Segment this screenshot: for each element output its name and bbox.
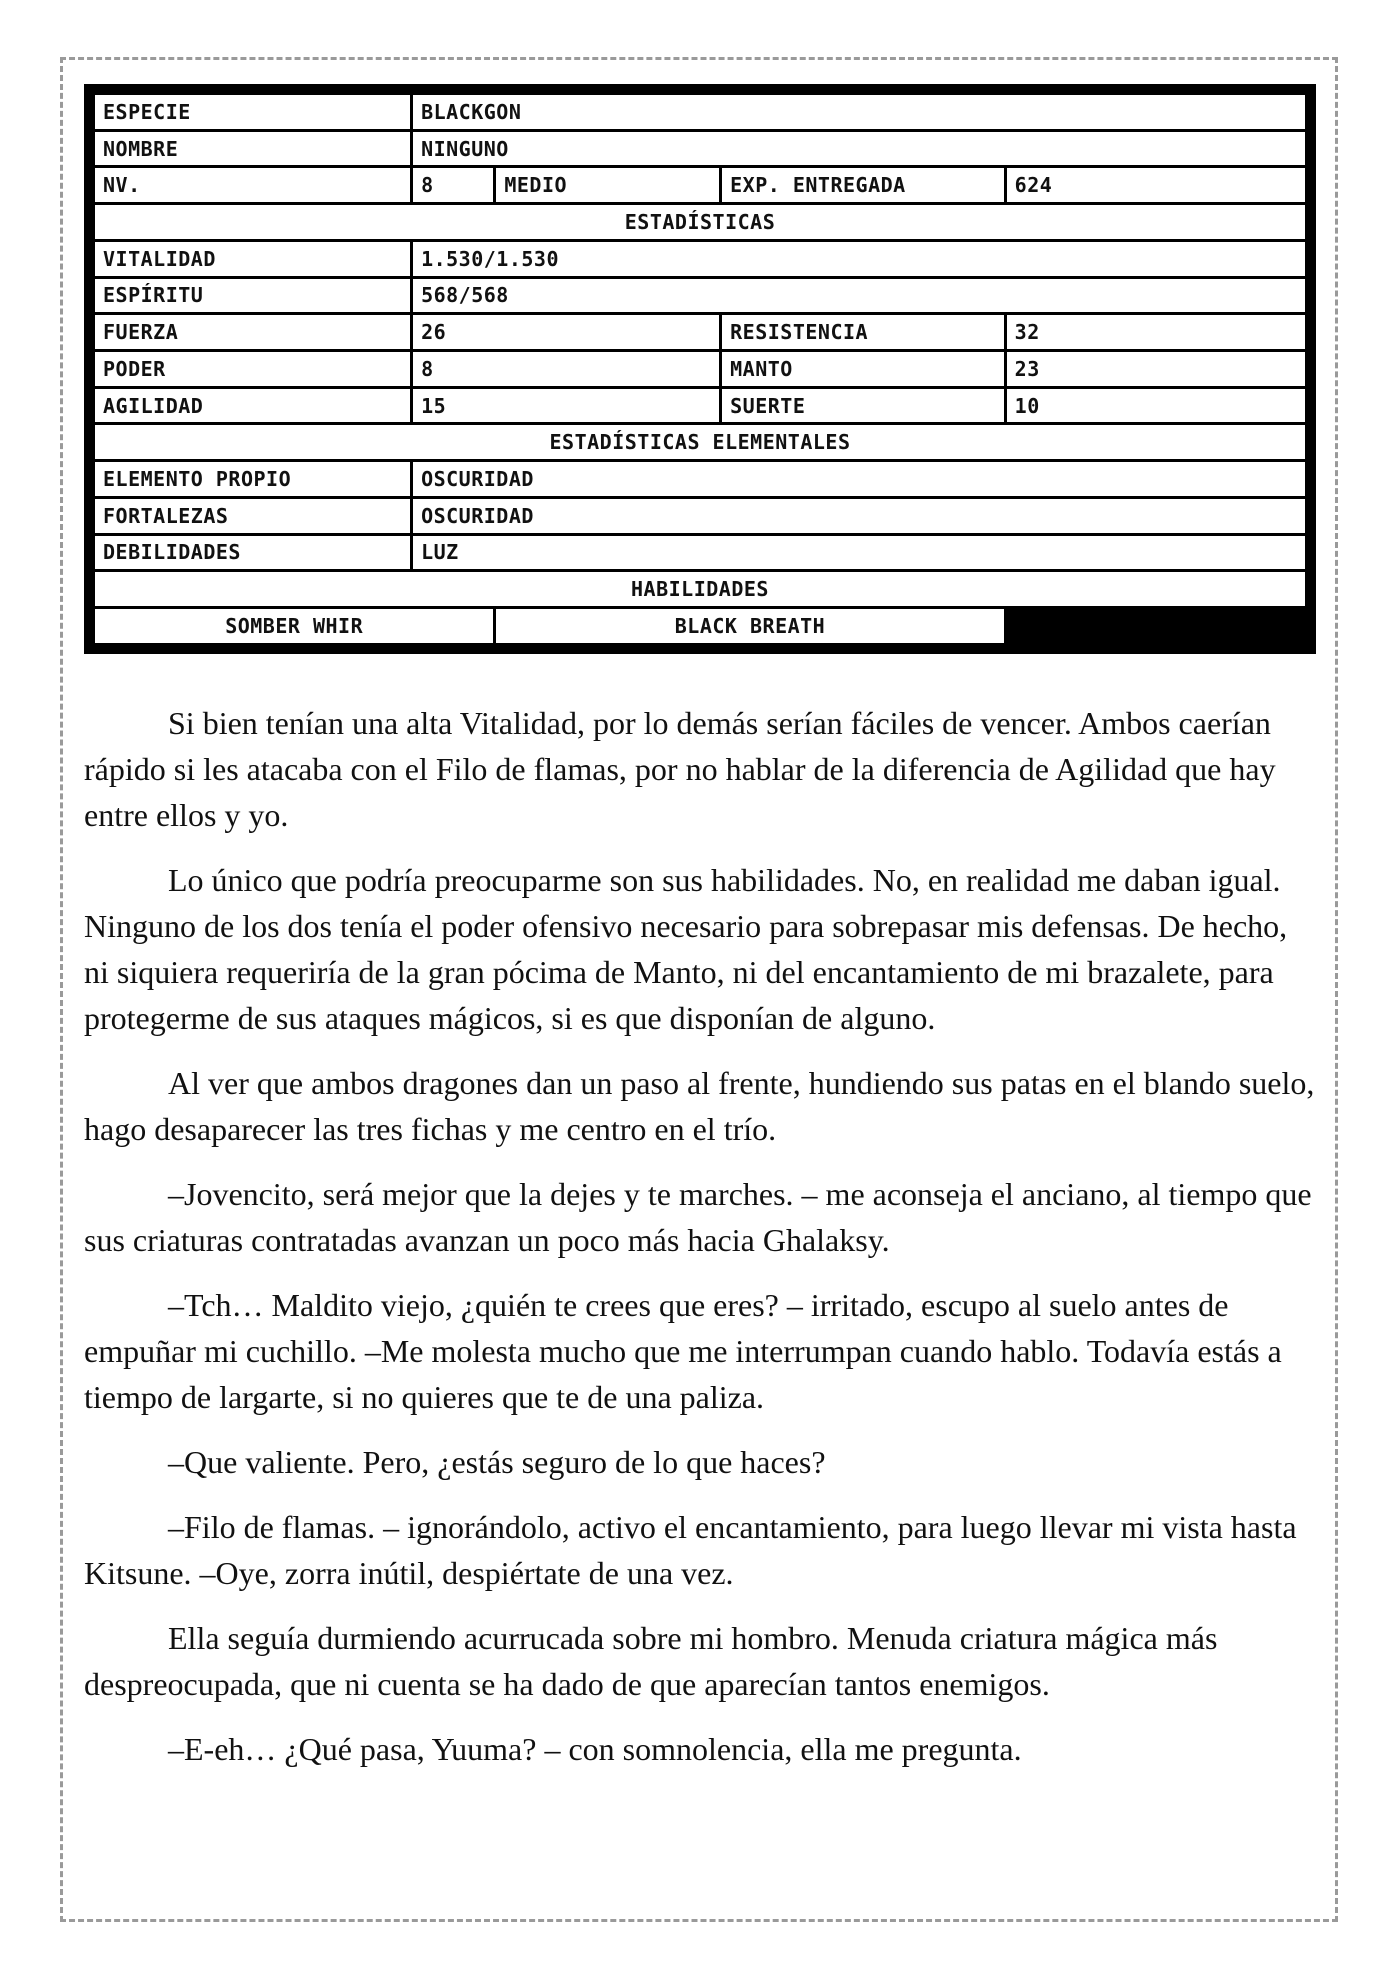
resistencia-label: RESISTENCIA	[722, 315, 1004, 349]
espiritu-label: ESPÍRITU	[95, 279, 410, 313]
debilidades-value: LUZ	[413, 536, 1305, 570]
row-fortalezas	[95, 499, 1305, 533]
paragraph: Al ver que ambos dragones dan un paso al frente, hundiendo sus patas en el blando suelo, hago desaparecer las tres fichas y me centro en el trío.	[84, 1065, 1315, 1147]
section-heading-stats: ESTADÍSTICAS	[95, 205, 1305, 239]
row-elemento	[95, 462, 1305, 496]
fortalezas-label: FORTALEZAS	[95, 499, 410, 533]
nv-value: 8	[413, 168, 493, 202]
manto-value: 23	[1007, 352, 1305, 386]
row-debilidades	[95, 536, 1305, 570]
row-fuerza	[95, 315, 1305, 349]
row-vitalidad	[95, 242, 1305, 276]
paragraph: Ella seguía durmiendo acurrucada sobre mi hombro. Menuda criatura mágica más despreocupada, que ni cuenta se ha dado de que aparecían tantos enemigos.	[84, 1620, 1218, 1702]
row-especie	[95, 95, 1305, 129]
suerte-value: 10	[1007, 389, 1305, 423]
vitalidad-value: 1.530/1.530	[413, 242, 1305, 276]
nv-label: NV.	[95, 168, 410, 202]
fortalezas-value: OSCURIDAD	[413, 499, 1305, 533]
row-section-stats	[95, 205, 1305, 239]
fuerza-value: 26	[413, 315, 719, 349]
section-heading-habilidades: HABILIDADES	[95, 572, 1305, 606]
poder-label: PODER	[95, 352, 410, 386]
row-espiritu	[95, 279, 1305, 313]
skill-3-empty	[1007, 609, 1305, 643]
skill-1: SOMBER WHIR	[95, 609, 493, 643]
row-skills	[95, 609, 1305, 643]
especie-value: BLACKGON	[413, 95, 1305, 129]
paragraph: –E-eh… ¿Qué pasa, Yuuma? – con somnolencia, ella me pregunta.	[168, 1731, 1022, 1767]
section-heading-elemental: ESTADÍSTICAS ELEMENTALES	[95, 425, 1305, 459]
elemento-value: OSCURIDAD	[413, 462, 1305, 496]
paragraph: –Tch… Maldito viejo, ¿quién te crees que eres? – irritado, escupo al suelo antes de empuñar mi cuchillo. –Me molesta mucho que me interrumpan cuando hablo. Todavía estás a tiempo de largarte, si no quieres que te de una paliza.	[84, 1287, 1282, 1415]
nombre-value: NINGUNO	[413, 132, 1305, 166]
espiritu-value: 568/568	[413, 279, 1305, 313]
vitalidad-label: VITALIDAD	[95, 242, 410, 276]
row-section-habilidades	[95, 572, 1305, 606]
paragraph: –Que valiente. Pero, ¿estás seguro de lo que haces?	[168, 1444, 826, 1480]
suerte-label: SUERTE	[722, 389, 1004, 423]
elemento-label: ELEMENTO PROPIO	[95, 462, 410, 496]
row-nombre	[95, 132, 1305, 166]
debilidades-label: DEBILIDADES	[95, 536, 410, 570]
manto-label: MANTO	[722, 352, 1004, 386]
paragraph: –Filo de flamas. – ignorándolo, activo el encantamiento, para luego llevar mi vista hasta Kitsune. –Oye, zorra inútil, despiértate de una vez.	[84, 1509, 1297, 1591]
paragraph: Si bien tenían una alta Vitalidad, por lo demás serían fáciles de vencer. Ambos caerían rápido si les atacaba con el Filo de flamas, por no hablar de la diferencia de Agilidad que hay entre ellos y yo.	[84, 705, 1276, 833]
nv-tier: MEDIO	[496, 168, 719, 202]
exp-label: EXP. ENTREGADA	[722, 168, 1004, 202]
resistencia-value: 32	[1007, 315, 1305, 349]
paragraph: –Jovencito, será mejor que la dejes y te marches. – me aconseja el anciano, al tiempo que sus criaturas contratadas avanzan un poco más hacia Ghalaksy.	[84, 1176, 1312, 1258]
agilidad-label: AGILIDAD	[95, 389, 410, 423]
fuerza-label: FUERZA	[95, 315, 410, 349]
agilidad-value: 15	[413, 389, 719, 423]
row-nivel	[95, 168, 1305, 202]
row-agilidad	[95, 389, 1305, 423]
especie-label: ESPECIE	[95, 95, 410, 129]
story-text	[84, 700, 1316, 1791]
nombre-label: NOMBRE	[95, 132, 410, 166]
monster-stat-table	[84, 84, 1316, 654]
row-poder	[95, 352, 1305, 386]
skill-2: BLACK BREATH	[496, 609, 1003, 643]
row-section-elemental	[95, 425, 1305, 459]
exp-value: 624	[1007, 168, 1305, 202]
poder-value: 8	[413, 352, 719, 386]
paragraph: Lo único que podría preocuparme son sus habilidades. No, en realidad me daban igual. Ninguno de los dos tenía el poder ofensivo necesario para sobrepasar mis defensas. De hecho, ni siquiera requeriría de la gran pócima de Manto, ni del encantamiento de mi brazalete, para protegerme de sus ataques mágicos, si es que disponían de alguno.	[84, 862, 1288, 1036]
